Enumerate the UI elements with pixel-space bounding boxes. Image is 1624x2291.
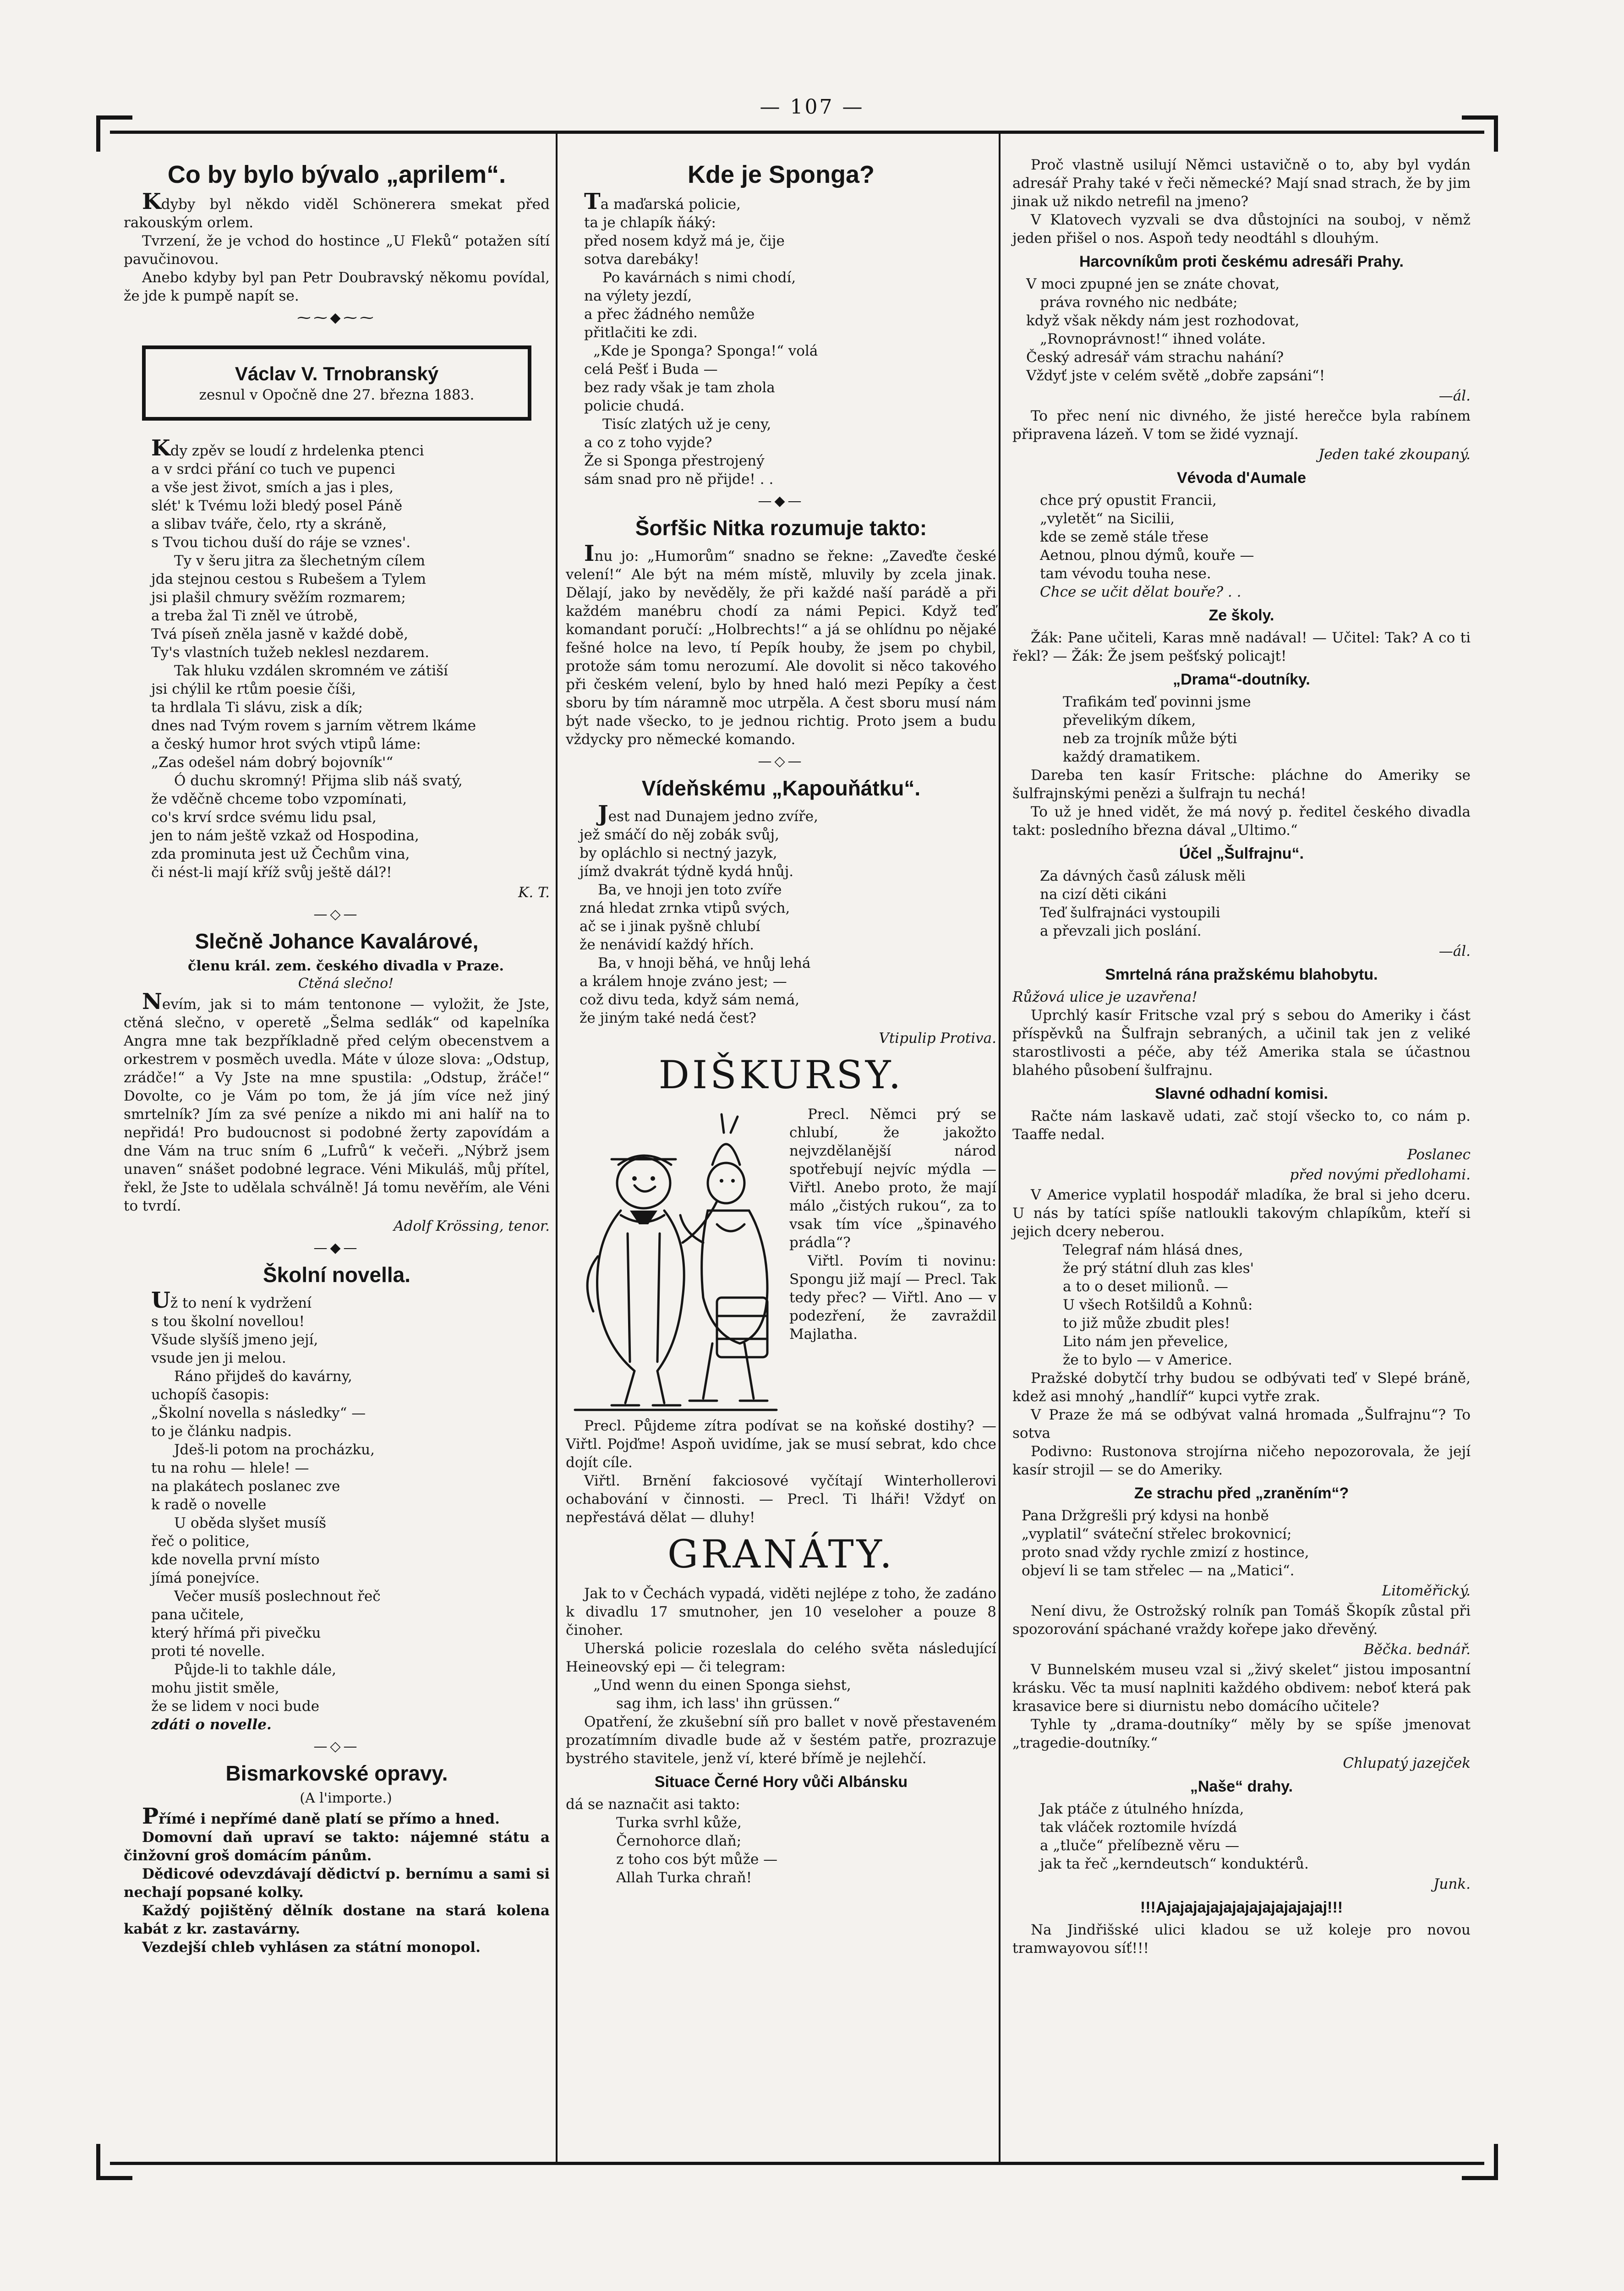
paragraph: Růžová ulice je uzavřena! [1012,989,1197,1005]
paragraph: Pražské dobytčí trhy budou se odbývati teď v Slepé bráně, kdež asi mnohý „handlíř“ kupci vytře zrak. [1012,1370,1471,1405]
paragraph: Račte nám laskavě udati, zač stojí všecko to, co nám p. Taaffe nedal. [1012,1108,1471,1143]
verse-line: uchopíš časopis: [151,1387,270,1403]
ornament-divider: —◇— [313,1738,360,1754]
verse-line: proti té novelle. [151,1643,265,1660]
paragraph: Anebo kdyby byl pan Petr Doubravský někomu povídal, že jde k pumpě napít se. [124,269,550,304]
verse-line: Tisíc zlatých už je ceny, [602,416,771,433]
verse-line: to je článku nadpis. [151,1423,292,1440]
verse-line: „vyletět“ na Sicilii, [1040,510,1175,527]
verse-line: že nenávidí každý hřích. [580,937,755,953]
article-title: Bismarkovské opravy. [225,1761,448,1785]
verse-line: sám snad pro ně přijde! . . [584,471,774,488]
paragraph: Nevím, jak si to mám tentonone — vyložit, že Jste, ctěná slečno, v operetě „Šelma sedlák“ od kapelníka Angra mne tak bezpříkladně před celým obecenstvem a orkestrem v posměch uvedla. Máte v úloze slova: „Odstup, zrádče!“ a Vy Jste na mne spustila: „Odstup, žráče!“ Dovolte, co je Vám po tom, že já jím více než jiný smrtelník? Jím za své peníze a nikdo mi ani halíř na to nepřidá! Pro budoucnost si podobné žerty zapovídám a dne Vám na truc sním 6 „Lufrů“ k večeři. „Nýbrž jsem unaven“ snášet podobné legrace. Véni Mikuláš, můj přítel, řekl, že Jste to udělala schválně! Já tomu nevěřím, ale Véni to tvrdí. [124,989,550,1214]
verse-line: Vždyť jste v celém světě „dobře zapsáni“! [1026,367,1325,384]
verse-line: proto snad vždy rychle zmizí z hostince, [1022,1544,1309,1561]
verse-line: tam vévodu touha nese. [1040,565,1211,582]
verse-line: „Školní novella s následky“ — [151,1405,366,1421]
verse-line: tak vláček roztomile hvízdá [1040,1819,1237,1836]
verse-line: chce prý opustit Francii, [1040,492,1217,509]
verse-line: Kdy zpěv se loudí z hrdelenka ptenci [151,435,424,461]
verse-line: dnes nad Tvým rovem s jarním větrem lkáme [151,718,476,734]
paragraph: Jak to v Čechách vypadá, viděti nejlépe z toho, že zadáno k divadlu 17 smutnoher, jen 10 veseloher a pouze 8 činoher. [566,1585,996,1639]
paragraph: Proč vlastně usilují Němci ustavičně o to, aby byl vydán adresář Prahy také v řeči německé? Mají snad strach, že by jim jinak už nikdo netrefil na jmeno? [1012,157,1471,210]
paragraph: Domovní daň upraví se takto: nájemné státu a činžovní groš domácím pánům. [124,1829,550,1864]
paragraph: Vezdejší chleb vyhlásen za státní monopol. [142,1939,481,1956]
article-title: Co by bylo bývalo „aprilem“. [167,161,506,188]
obituary-name: Václav V. Trnobranský [235,363,439,384]
verse-line: Večer musíš poslechnout řeč [174,1588,381,1605]
verse-line: s Tvou tichou duší do ráje se vznes'. [151,534,411,551]
verse-line: k radě o novelle [151,1496,267,1513]
verse-line: že prý státní dluh zas kles' [1063,1260,1254,1277]
verse-line: policie chudá. [584,398,685,414]
verse-line: Jdeš-li potom na procházku, [174,1441,375,1458]
verse-line: s tou školní novellou! [151,1313,305,1330]
paragraph: Na Jindřišské ulici kladou se už koleje pro novou tramwayovou síť!!! [1012,1922,1471,1957]
verse-line: vsude jen ji melou. [151,1350,286,1366]
diskursy-block [566,1105,996,1417]
verse-line: a „tluče“ přelíbezně věru — [1040,1837,1240,1854]
verse-line: celá Pešť i Buda — [584,361,718,378]
signature: —ál. [1438,388,1471,404]
verse-line: zda prominuta jest už Čechům vina, [151,846,410,862]
verse-line: či nést-li mají kříž svůj ještě dál?! [151,864,392,881]
verse-line: přitlačiti ke zdi. [584,324,698,341]
paragraph: V Klatovech vyzvali se dva důstojníci na souboj, v němž jeden přišel o nos. Aspoň tedy neodtáhl s dlouhým. [1012,212,1471,247]
verse-line: Po kavárnách s nimi chodí, [602,269,796,286]
verse-line: Ty's vlastních tužeb neklesl nezdarem. [151,644,430,661]
article-title: Ze strachu před „zraněním“? [1134,1485,1349,1502]
paragraph: To přec není nic divného, že jisté herečce byla rabínem připravena lázeň. V tom se židé vyznají. [1012,408,1471,443]
verse-line: Allah Turka chraň! [616,1869,752,1886]
verse-line: jímž dvakrát týdně kydá hnůj. [580,863,794,880]
verse-line: když však někdy nám jest rozhodovat, [1026,312,1300,329]
column-2 [566,156,996,1887]
verse-line: jímá ponejvíce. [151,1570,260,1586]
verse-line: kde novella první místo [151,1551,320,1568]
verse-line: že jiným také nedá čest? [580,1010,756,1026]
verse-line: sotva darebáky! [584,251,700,268]
verse-line: jsi plašil chmury svěžím rozmarem; [151,589,406,606]
verse-line: Trafikám teď povinni jsme [1063,694,1251,710]
corner-ornament [1462,115,1498,152]
verse-line: neb za trojník může býti [1063,730,1237,747]
article-title: Slečně Johance Kavalárové, [195,929,479,953]
verse-line: což divu teda, když sám nemá, [580,992,800,1008]
article-title: „Drama“-doutníky. [1173,671,1310,688]
paragraph: Tvrzení, že je vchod do hostince „U Fleků“ potažen sítí pavučinovou. [124,233,550,268]
paragraph: Precl. Půjdeme zítra podívat se na koňské dostihy? — Viřtl. Pojďme! Aspoň uvidíme, jak se musí sebrat, kdo chce dojít cíle. [566,1418,996,1471]
verse-line: že se lidem v noci bude [151,1698,320,1715]
paragraph: Opatření, že zkušební síň pro ballet v nově přestaveném prozatímním divadle bude až v šestém patře, prozrazuje bystrého stavitele, jenž ví, které břímě je nejlehčí. [566,1714,996,1767]
poem [566,801,996,1047]
signature: Litoměřický. [1382,1583,1471,1599]
verse-line: Ta maďarská policie, [584,189,741,214]
verse-line: Už to není k vydržení [151,1288,312,1313]
verse-line: Český adresář vám strachu nahání? [1026,349,1284,366]
article-title: Účel „Šulfrajnu“. [1179,845,1304,862]
subtitle: členu král. zem. českého divadla v Praze. [187,958,504,974]
verse-line: co's krví srdce svému lidu psal, [151,809,377,826]
article-title: Harcovníkům proti českému adresáři Prahy. [1079,253,1404,270]
verse-line: by opláchlo si nectný jazyk, [580,845,777,861]
article-title: Slavné odhadní komisi. [1155,1085,1328,1102]
signature: Běčka. bednář. [1363,1641,1471,1658]
signature: Vtipulip Protiva. [879,1030,996,1047]
verse-line: ač se i jinak pyšně chlubí [580,918,760,935]
paragraph: Dareba ten kasír Fritsche: pláchne do Ameriky se šulfrajnskými penězi a šulfrajn tu nechá! [1012,767,1471,802]
verse-line: a vše jest život, smích a jas i ples, [151,479,394,496]
ornament-divider: ⁓⁓◆⁓⁓ [297,310,377,326]
verse-line: Teď šulfrajnáci vystoupili [1040,904,1220,921]
verse-line: ta hrdlala Ti slávu, zisk a dík; [151,699,363,716]
verse-line: bez rady však je tam zhola [584,379,775,396]
paragraph: Žák: Pane učiteli, Karas mně nadával! — Učitel: Tak? A co ti řekl? — Žák: Že jsem pešťský policajt! [1012,630,1471,664]
verse-line: ta je chlapík ňáký: [584,214,716,231]
corner-ornament [1462,2144,1498,2180]
verse-line: na plakátech poslanec zve [151,1478,340,1495]
paragraph: Dědicové odevzdávají dědictví p. bernímu a sami si nechají popsané kolky. [124,1866,550,1901]
verse-line: Všude slyšíš jmeno její, [151,1332,318,1348]
article-title: Vévoda d'Aumale [1176,469,1307,487]
signature: před novými předlohami. [1290,1167,1471,1183]
verse-line: jen to nám ještě vzkaž od Hospodina, [151,828,419,844]
verse-line: Ba, v hnoji běhá, ve hnůj lehá [598,955,811,971]
corner-ornament [96,115,132,152]
paragraph: Viřtl. Brnění fakciosové vyčítají Winterhollerovi ochabování v činnosti. — Precl. Ti lháři! Vždyť on nepřestává dělat — dluhy! [566,1473,996,1526]
verse-line: převelikým díkem, [1063,712,1196,729]
verse-line: a český humor hrot svých vtipů láme: [151,736,421,752]
verse-line: zná hledat zrnka vtipů svých, [580,900,790,916]
verse-line: Aetnou, plnou dýmů, kouře — [1040,547,1254,564]
paragraph: Uprchlý kasír Fritsche vzal prý s sebou do Ameriky i část příspěvků na Šulfrajn sebraných, a učinil tak jen z veliké starostlivosti a péče, aby též Amerika stala se účastnou blahého působení šulfrajnu. [1012,1007,1471,1079]
poem [124,435,550,902]
verse-line: že vděčně chceme tobo vzpomínati, [151,791,407,807]
verse-line: „Zas odešel nám dobrý bojovník'“ [151,754,394,771]
paragraph: Precl. Němci prý se chlubí, že jakožto nejvzdělanější národ spotřebují nejvíc mýdla — Viřtl. Anebo proto, že mají málo „čistých rukou“, za to vsak tím více „špinavého prádla“? [789,1106,996,1251]
verse-line: jsi chýlil ke rtům poesie číši, [151,681,356,697]
verse-line: a v srdci přání co tuch ve pupenci [151,461,395,477]
article-title: Kde je Sponga? [687,161,875,188]
verse-line: řeč o politice, [151,1533,250,1550]
obituary-text: zesnul v Opočně dne 27. března 1883. [199,387,475,403]
verse-line: jak ta řeč „kerndeutsch“ konduktérů. [1040,1856,1309,1872]
ornament-divider: —◆— [758,493,804,509]
paragraph: Uherská policie rozeslala do celého světa následující Heineovský epi — či telegram: [566,1640,996,1675]
verse-line: Ty v šeru jitra za šlechetným cílem [174,553,426,569]
verse-line: Ba, ve hnoji jen toto zvíře [598,882,782,898]
verse-line: na výlety jezdí, [584,288,692,304]
paragraph: Podivno: Rustonova strojírna ničeho nepozorovala, že její kasír strojil — se do Ameriky. [1012,1443,1471,1478]
quote-line: „Und wenn du einen Sponga siehst, [593,1677,851,1694]
ornament-divider: —◇— [758,753,804,769]
cartoon-illustration [566,1105,781,1417]
verse-line: V moci zpupné jen se znáte chovat, [1026,276,1280,292]
verse-line: Půjde-li to takhle dále, [174,1661,337,1678]
verse-line: „Rovnoprávnost!“ ihned voláte. [1040,331,1266,347]
article-title: „Naše“ drahy. [1190,1778,1293,1795]
section-title: DIŠKURSY. [658,1052,904,1097]
poem [566,189,996,488]
verse-line: Tak hluku vzdálen skromném ve zátiší [174,663,448,679]
verse-line: z toho cos být může — [616,1851,778,1868]
verse-line: objeví li se tam střelec — na „Matici“. [1022,1562,1295,1579]
verse-line: mohu jistit směle, [151,1680,279,1696]
verse-line: práva rovného nic nedbáte; [1040,294,1238,311]
paragraph: Přímé i nepřímé daně platí se přímo a hned. [142,1803,500,1829]
verse-line: a to o deset milionů. — [1063,1278,1229,1295]
paragraph: Není divu, že Ostrožský rolník pan Tomáš Škopík zůstal při spozorování spáchané vraždy kořepe jako dřevěný. [1012,1603,1471,1638]
signature: Poslanec [1407,1146,1471,1163]
article-title: Ze školy. [1208,607,1274,624]
verse-line: Chce se učit dělat bouře? . . [1040,584,1241,600]
verse-line: a králem hnoje zváno jest; — [580,973,787,990]
verse-line: před nosem když má je, čije [584,233,785,249]
page-number: — 107 — [760,95,864,119]
verse-line: kde se země stále třese [1040,529,1209,545]
signature: Adolf Krössing, tenor. [394,1218,550,1234]
paragraph: V Bunnelském museu vzal si „živý skelet“ jistou imposantní krásku. Věc ta musí naplniti každého obdivem: neboť která pak krasavice bere si diurnistu nebo domácího učitele? [1012,1661,1471,1715]
column-rule [999,134,1001,2162]
column-1 [124,156,550,1957]
article-title: !!!Ajajajajajajajajajajajajaj!!! [1140,1899,1343,1916]
verse-line: a převzali jich poslání. [1040,923,1202,939]
paragraph: V Praze že má se odbývat valná hromada „Šulfrajnu“? To sotva [1012,1407,1471,1441]
verse-line: Ráno přijdeš do kavárny, [174,1368,352,1385]
article-title: Šorfšic Nitka rozumuje takto: [635,516,927,540]
subtitle: (A l'importe.) [300,1790,392,1806]
signature: K. T. [518,884,550,901]
diskursy-text [789,1105,996,1343]
verse-line: U všech Rotšildů a Kohnů: [1063,1297,1253,1313]
ornament-divider: —◇— [313,906,360,922]
quote-line: sag ihm, ich lass' ihn grüssen.“ [616,1695,840,1712]
verse-line: zdáti o novelle. [151,1716,272,1733]
signature: —ál. [1438,943,1471,959]
verse-line: pana učitele, [151,1606,244,1623]
verse-line: Jak ptáče z útulného hnízda, [1040,1801,1244,1817]
verse-line: Ó duchu skromný! Přijma slib náš svatý, [174,773,463,789]
verse-line: a přec žádného nemůže [584,306,755,323]
verse-line: jež smáčí do něj zobák svůj, [580,827,780,843]
paragraph: Tyhle ty „drama-doutníky“ měly by se spíše jmenovat „tragedie-doutníky.“ [1012,1716,1471,1751]
verse-line: který hřímá při pivečku [151,1625,321,1641]
verse-line: slét' k Tvému loži bledý posel Páně [151,498,403,514]
column-rule [556,134,558,2162]
verse-line: na cizí děti cikáni [1040,886,1167,903]
poem [124,1288,550,1734]
verse-line: Tvá píseň zněla jasně v každé době, [151,626,408,642]
verse-line: Telegraf nám hlásá dnes, [1063,1242,1243,1258]
verse-line: Jest nad Dunajem jedno zvíře, [598,801,818,827]
verse-line: Že si Sponga přestrojený [584,453,765,469]
verse-line: Pana Držgrešli prý kdysi na honbě [1022,1507,1269,1524]
verse-line: Černohorce dlaň; [616,1833,742,1849]
verse-line: to již může zbudit ples! [1063,1315,1230,1332]
paragraph: dá se naznačit asi takto: [566,1796,740,1813]
verse-line: a treba žal Ti zněl ve útrobě, [151,608,358,624]
ornament-divider: —◆— [313,1240,360,1256]
corner-ornament [96,2144,132,2180]
paragraph: Inu jo: „Humorům“ snadno se řekne: „Zaveďte české velení!“ Ale být na mém místě, mluvily by zcela jinak. Dělají, jako by nevěděly, že při každé naší parádě a při každém manébru chodí za námi Pepici. Když teď komandant poručí: „Holbrechts!“ a já se ohlídnu po nějaké fešné holce na levo, tí Pepík houby, že jsem po chybil, protože sám tomu nerozumí. Ale dovolit si něco takového při českém velení, bylo by hned haló mezi Pepíky a čest sboru by tím náramně moc utrpěla. A čest sboru musí nám být nade všecko, to je jednou richtig. Proto jsem a budu vždycky pro německé komando. [566,541,996,748]
article-title: Vídeňskému „Kapouňátku“. [641,776,921,800]
paragraph: To už je hned vidět, že má nový p. ředitel českého divadla takt: posledního března dával „Ultimo.“ [1012,804,1471,839]
signature: Jeden také zkoupaný. [1318,446,1471,463]
verse-line: že to bylo — v Americe. [1063,1352,1232,1368]
article-title: Situace Černé Hory vůči Albánsku [654,1773,908,1791]
signature: Junk. [1433,1876,1471,1892]
obituary-box [142,345,531,421]
verse-line: „Kde je Sponga? Sponga!“ volá [593,343,818,359]
verse-line: U oběda slyšet musíš [174,1515,327,1531]
column-3 [1012,156,1471,1957]
paragraph: Viřtl. Povím ti novinu: Spongu již mají — Precl. Tak tedy přec? — Viřtl. Ano — v podezření, že zavraždil Majlatha. [789,1253,996,1343]
verse-line: Za dávných časů zálusk měli [1040,868,1246,884]
paragraph: Každý pojištěný dělník dostane na stará kolena kabát z kr. zastavárny. [124,1902,550,1937]
article-title: Školní novella. [262,1263,411,1287]
section-title: GRANÁTY. [667,1532,895,1577]
paragraph: Kdyby byl někdo viděl Schönerera smekat před rakouským orlem. [124,189,550,231]
verse-line: tu na rohu — hlele! — [151,1460,309,1476]
article-title: Smrtelná rána pražskému blahobytu. [1105,966,1378,983]
verse-line: Lito nám jen převelice, [1063,1333,1229,1350]
verse-line: jda stejnou cestou s Rubešem a Tylem [151,571,427,587]
verse-line: Turka svrhl kůže, [616,1814,742,1831]
verse-line: každý dramatikem. [1063,749,1201,765]
verse-line: „vyplatil“ sváteční střelec brokovnicí; [1022,1526,1292,1542]
verse-line: a slibav tváře, čelo, rty a skráně, [151,516,387,532]
paragraph: V Americe vyplatil hospodář mladíka, že bral si jeho dceru. U nás by tatíci spíše natloukli takovým chlapíkům, kteří si jejich dcery neberou. [1012,1187,1471,1240]
verse-line: a co z toho vyjde? [584,434,712,451]
salutation: Ctěná slečno! [298,976,394,992]
signature: Chlupatý jazejček [1343,1755,1471,1771]
